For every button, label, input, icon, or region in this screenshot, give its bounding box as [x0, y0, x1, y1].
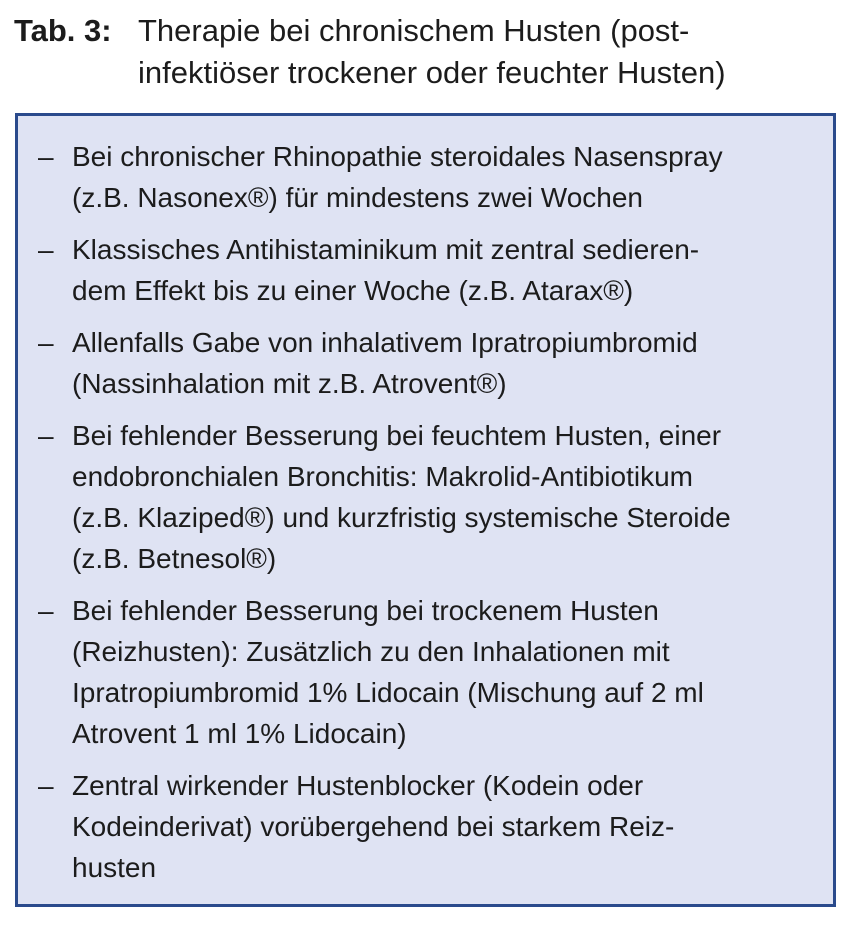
list-item-text	[72, 136, 813, 218]
list-item	[38, 136, 813, 218]
list-item-text	[72, 322, 813, 404]
dash-bullet: –	[38, 234, 54, 265]
therapy-box	[15, 113, 836, 907]
text-line: Atrovent 1 ml 1% Lidocain)	[72, 718, 407, 749]
text-line: Bei fehlender Besserung bei feuchtem Husten, einer	[72, 420, 722, 451]
text-line: husten	[72, 852, 157, 883]
dash-bullet: –	[38, 327, 54, 358]
list-item	[38, 415, 813, 579]
text-line: (Reizhusten): Zusätzlich zu den Inhalationen mit	[72, 636, 670, 667]
list-item-text	[72, 229, 813, 311]
table-caption	[14, 10, 844, 94]
dash-bullet: –	[38, 595, 54, 626]
list-item-text	[72, 765, 813, 888]
text-line: Ipratropiumbromid 1% Lidocain (Mischung auf 2 ml	[72, 677, 704, 708]
text-line: Klassisches Antihistaminikum mit zentral sedieren-	[72, 234, 700, 265]
list-item-text	[72, 415, 813, 579]
text-line: (z.B. Betnesol®)	[72, 543, 277, 574]
text-line: (z.B. Klaziped®) und kurzfristig systemische Steroide	[72, 502, 731, 533]
caption-label: Tab. 3:	[14, 13, 112, 48]
caption-title	[138, 10, 844, 94]
list-item-text	[72, 590, 813, 754]
text-line: Kodeinderivat) vorübergehend bei starkem Reiz-	[72, 811, 675, 842]
dash-bullet: –	[38, 420, 54, 451]
text-line: (Nassinhalation mit z.B. Atrovent®)	[72, 368, 507, 399]
text-line: Bei fehlender Besserung bei trockenem Husten	[72, 595, 659, 626]
dash-bullet: –	[38, 141, 54, 172]
text-line: Bei chronischer Rhinopathie steroidales Nasenspray	[72, 141, 723, 172]
list-item	[38, 322, 813, 404]
text-line: endobronchialen Bronchitis: Makrolid-Antibiotikum	[72, 461, 693, 492]
text-line: (z.B. Nasonex®) für mindestens zwei Wochen	[72, 182, 644, 213]
text-line: Allenfalls Gabe von inhalativem Ipratropiumbromid	[72, 327, 698, 358]
caption-line: infektiöser trockener oder feuchter Husten)	[138, 55, 726, 90]
list-item	[38, 590, 813, 754]
therapy-list	[38, 136, 813, 888]
text-line: Zentral wirkender Hustenblocker (Kodein oder	[72, 770, 644, 801]
list-item	[38, 229, 813, 311]
list-item	[38, 765, 813, 888]
text-line: dem Effekt bis zu einer Woche (z.B. Atarax®)	[72, 275, 634, 306]
caption-line: Therapie bei chronischem Husten (post-	[138, 13, 690, 48]
dash-bullet: –	[38, 770, 54, 801]
